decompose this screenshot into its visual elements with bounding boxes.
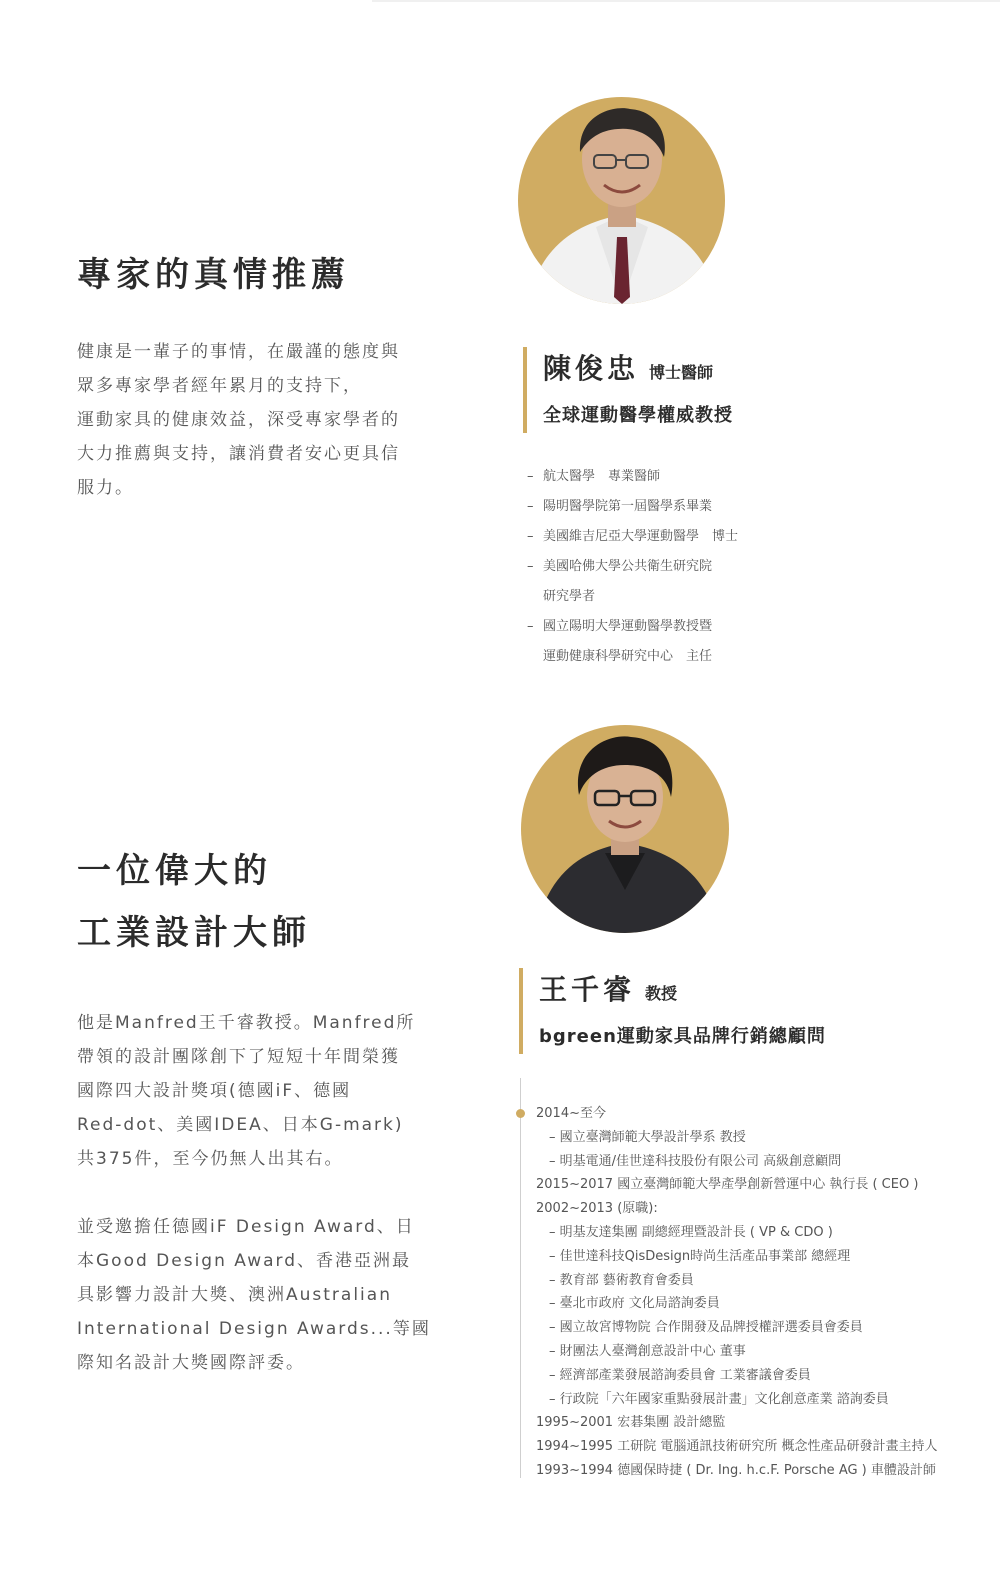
- paragraph-line: 國際四大設計獎項(德國iF、德國: [77, 1081, 352, 1101]
- timeline-item: 2002~2013 (原職):: [536, 1201, 658, 1217]
- timeline-item: – 財團法人臺灣創意設計中心 董事: [536, 1340, 937, 1364]
- section1-heading: 專家的真情推薦: [77, 255, 350, 295]
- timeline-item: – 行政院「六年國家重點發展計畫」文化創意產業 諮詢委員: [536, 1388, 937, 1412]
- list-item: – 國立陽明大學運動醫學教授暨: [527, 612, 738, 642]
- section2-paragraph2: [77, 1210, 437, 1380]
- timeline-item: – 臺北市政府 文化局諮詢委員: [536, 1292, 937, 1316]
- paragraph-line: 共375件，至今仍無人出其右。: [77, 1149, 344, 1169]
- expert2-portrait-illustration: [521, 725, 729, 933]
- timeline-item: – 國立故宮博物院 合作開發及品牌授權評選委員會委員: [536, 1316, 937, 1340]
- paragraph-line: 運動家具的健康效益，深受專家學者的: [77, 410, 400, 430]
- timeline-dot-icon: [516, 1109, 525, 1118]
- timeline-item: 1993~1994 德國保時捷 ( Dr. Ing. h.c.F. Porsche AG ) 車體設計師: [536, 1462, 936, 1478]
- expert2-title: 教授: [645, 984, 678, 1003]
- timeline-item: 2014~至今: [536, 1106, 606, 1121]
- expert2-timeline: [520, 1078, 991, 1478]
- section1-paragraph: [77, 335, 437, 505]
- expert2-name-block: [519, 968, 826, 1054]
- paragraph-line: 際知名設計大獎國際評委。: [77, 1353, 305, 1373]
- top-divider: [372, 0, 1000, 2]
- section2-heading-line1: 一位偉大的: [77, 851, 272, 891]
- expert1-subtitle: 全球運動醫學權威教授: [543, 405, 733, 426]
- list-item: – 陽明醫學院第一屆醫學系畢業: [527, 492, 738, 522]
- timeline-item: – 教育部 藝術教育會委員: [536, 1269, 937, 1293]
- paragraph-line: 本Good Design Award、香港亞洲最: [77, 1251, 412, 1271]
- paragraph-line: 健康是一輩子的事情，在嚴謹的態度與: [77, 342, 400, 362]
- paragraph-line: 具影響力設計大獎、澳洲Australian: [77, 1285, 392, 1305]
- paragraph-line: 他是Manfred王千睿教授。Manfred所: [77, 1013, 416, 1033]
- section2-heading-line2: 工業設計大師: [77, 913, 311, 953]
- expert1-title: 博士醫師: [649, 363, 714, 382]
- timeline-item: 2015~2017 國立臺灣師範大學產學創新營運中心 執行長 ( CEO ): [536, 1177, 919, 1193]
- timeline-item: 1995~2001 宏碁集團 設計總監: [536, 1415, 726, 1431]
- timeline-item: – 佳世達科技QisDesign時尚生活產品事業部 總經理: [536, 1245, 937, 1269]
- expert1-credentials: [527, 462, 738, 672]
- expert2-subtitle: bgreen運動家具品牌行銷總顧問: [539, 1026, 826, 1047]
- paragraph-line: 帶領的設計團隊創下了短短十年間榮獲: [77, 1047, 400, 1067]
- timeline-item: – 明基電通/佳世達科技股份有限公司 高級創意顧問: [536, 1150, 937, 1174]
- paragraph-line: International Design Awards...等國: [77, 1319, 431, 1339]
- expert1-avatar: [518, 97, 725, 304]
- list-item: – 美國哈佛大學公共衛生研究院: [527, 552, 738, 582]
- expert2-name: 王千睿: [539, 973, 636, 1006]
- section2-paragraph1: [77, 1006, 437, 1176]
- paragraph-line: 大力推薦與支持，讓消費者安心更具信: [77, 444, 400, 464]
- timeline-item: – 國立臺灣師範大學設計學系 教授: [536, 1126, 937, 1150]
- paragraph-line: 眾多專家學者經年累月的支持下，: [77, 376, 362, 396]
- expert1-name: 陳俊忠: [543, 352, 640, 385]
- expert1-name-block: [523, 347, 733, 433]
- timeline-list: [536, 1102, 937, 1483]
- timeline-item: 1994~1995 工研院 電腦通訊技術研究所 概念性產品研發計畫主持人: [536, 1439, 938, 1455]
- paragraph-line: 服力。: [77, 478, 134, 498]
- timeline-item: – 明基友達集團 副總經理暨設計長 ( VP & CDO ): [536, 1221, 937, 1245]
- paragraph-line: Red-dot、美國IDEA、日本G-mark): [77, 1115, 404, 1135]
- paragraph-line: 並受邀擔任德國iF Design Award、日: [77, 1217, 415, 1237]
- expert1-portrait-illustration: [518, 97, 725, 304]
- list-item: – 航太醫學 專業醫師: [527, 462, 738, 492]
- timeline-item: – 經濟部產業發展諮詢委員會 工業審議會委員: [536, 1364, 937, 1388]
- list-item: 研究學者: [543, 589, 596, 604]
- list-item: 運動健康科學研究中心 主任: [543, 649, 713, 664]
- expert2-avatar: [521, 725, 729, 933]
- list-item: – 美國維吉尼亞大學運動醫學 博士: [527, 522, 738, 552]
